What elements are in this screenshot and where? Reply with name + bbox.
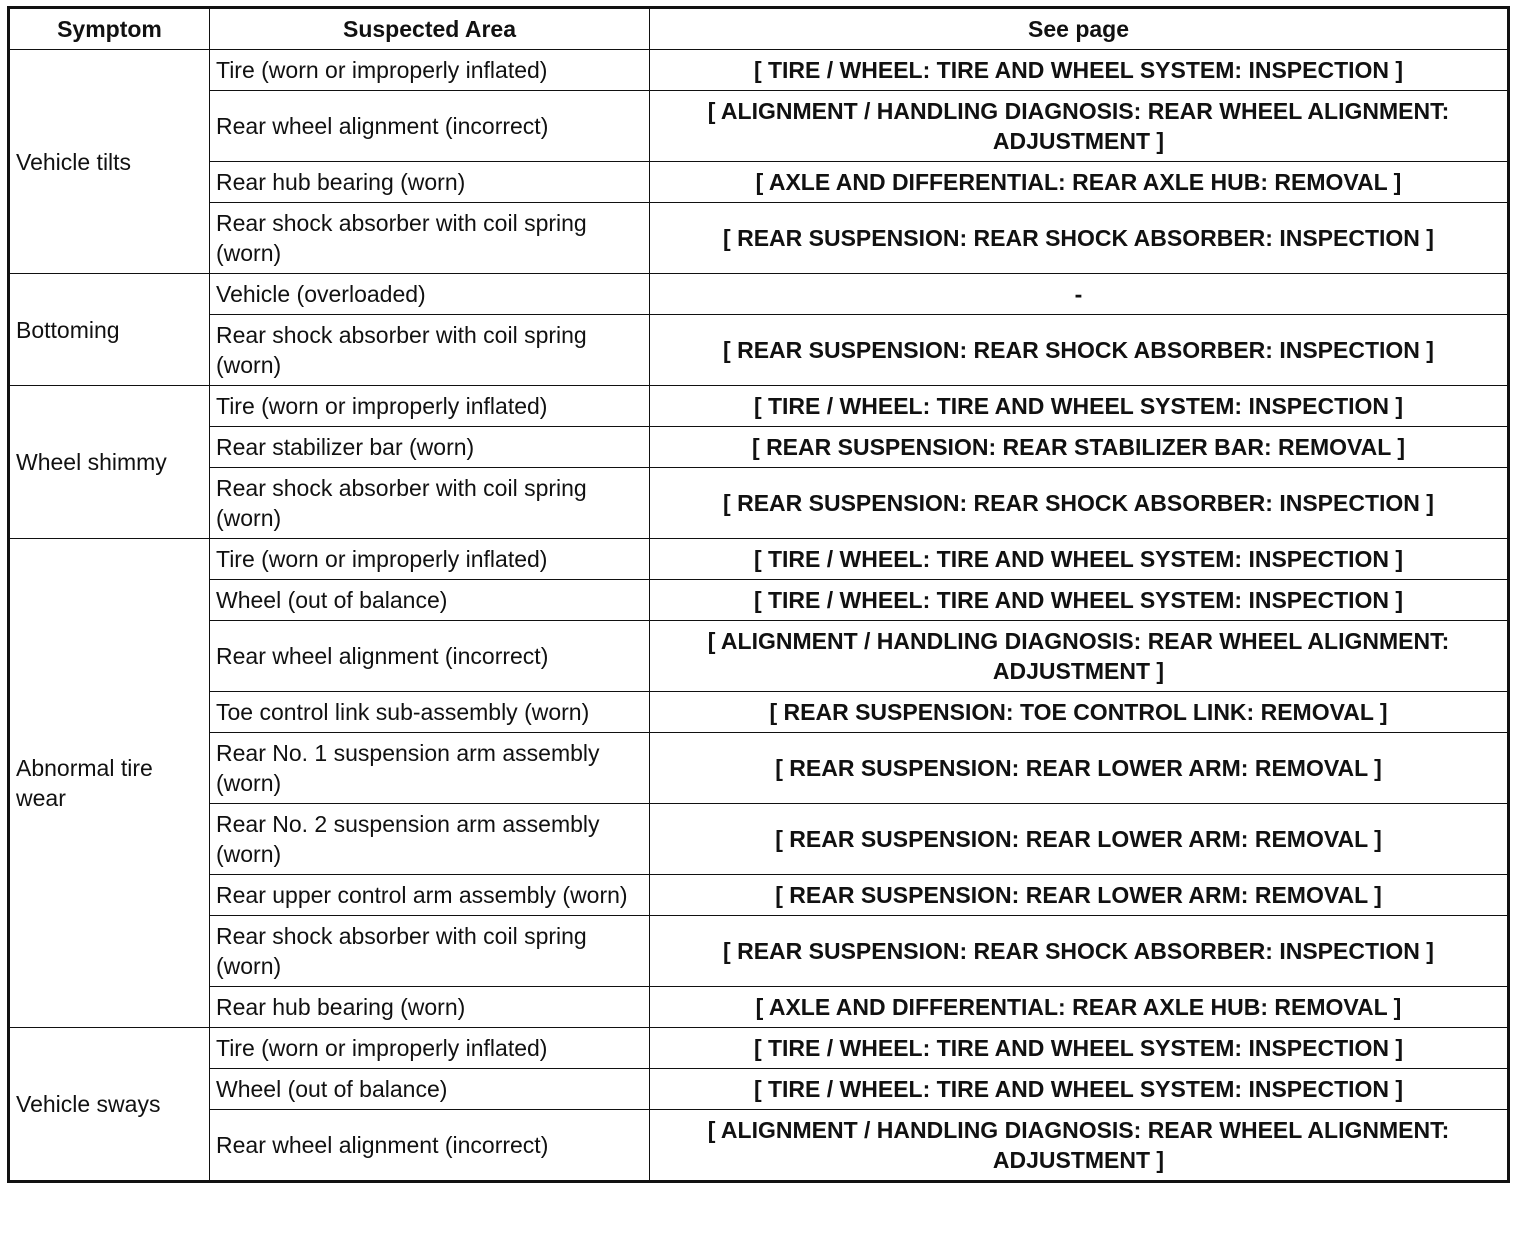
- table-row: [9, 875, 1509, 916]
- symptom-cell: Bottoming: [9, 274, 210, 386]
- table-row: [9, 916, 1509, 987]
- table-row: [9, 427, 1509, 468]
- table-row: [9, 539, 1509, 580]
- see-page-cell: [ TIRE / WHEEL: TIRE AND WHEEL SYSTEM: INSPECTION ]: [650, 50, 1509, 91]
- table-row: [9, 91, 1509, 162]
- see-page-cell: [ TIRE / WHEEL: TIRE AND WHEEL SYSTEM: INSPECTION ]: [650, 580, 1509, 621]
- table-row: [9, 274, 1509, 315]
- symptom-cell: Vehicle tilts: [9, 50, 210, 274]
- symptom-table: [7, 6, 1510, 1183]
- table-row: [9, 733, 1509, 804]
- see-page-cell: [ REAR SUSPENSION: REAR LOWER ARM: REMOVAL ]: [650, 804, 1509, 875]
- see-page-cell: [ TIRE / WHEEL: TIRE AND WHEEL SYSTEM: INSPECTION ]: [650, 1069, 1509, 1110]
- see-page-cell: [ REAR SUSPENSION: REAR SHOCK ABSORBER: INSPECTION ]: [650, 916, 1509, 987]
- suspected-area-cell: Toe control link sub-assembly (worn): [210, 692, 650, 733]
- suspected-area-cell: Rear wheel alignment (incorrect): [210, 1110, 650, 1182]
- suspected-area-cell: Rear No. 1 suspension arm assembly (worn): [210, 733, 650, 804]
- see-page-cell: [ AXLE AND DIFFERENTIAL: REAR AXLE HUB: REMOVAL ]: [650, 987, 1509, 1028]
- suspected-area-cell: Rear hub bearing (worn): [210, 162, 650, 203]
- table-row: [9, 468, 1509, 539]
- suspected-area-cell: Wheel (out of balance): [210, 580, 650, 621]
- suspected-area-cell: Tire (worn or improperly inflated): [210, 539, 650, 580]
- table-row: [9, 386, 1509, 427]
- symptom-cell: Wheel shimmy: [9, 386, 210, 539]
- suspected-area-cell: Rear stabilizer bar (worn): [210, 427, 650, 468]
- suspected-area-cell: Rear wheel alignment (incorrect): [210, 91, 650, 162]
- see-page-cell: [ AXLE AND DIFFERENTIAL: REAR AXLE HUB: REMOVAL ]: [650, 162, 1509, 203]
- header-symptom: Symptom: [9, 8, 210, 50]
- see-page-cell: [ REAR SUSPENSION: REAR SHOCK ABSORBER: INSPECTION ]: [650, 203, 1509, 274]
- table-row: [9, 580, 1509, 621]
- see-page-cell: [ REAR SUSPENSION: REAR LOWER ARM: REMOVAL ]: [650, 733, 1509, 804]
- suspected-area-cell: Rear hub bearing (worn): [210, 987, 650, 1028]
- suspected-area-cell: Rear shock absorber with coil spring (worn): [210, 468, 650, 539]
- table-row: [9, 1028, 1509, 1069]
- table-row: [9, 203, 1509, 274]
- suspected-area-cell: Rear shock absorber with coil spring (worn): [210, 203, 650, 274]
- table-row: [9, 804, 1509, 875]
- table-row: [9, 162, 1509, 203]
- suspected-area-cell: Rear wheel alignment (incorrect): [210, 621, 650, 692]
- see-page-cell: [ REAR SUSPENSION: REAR LOWER ARM: REMOVAL ]: [650, 875, 1509, 916]
- table-header: [9, 8, 1509, 50]
- suspected-area-cell: Rear shock absorber with coil spring (worn): [210, 315, 650, 386]
- see-page-cell: -: [650, 274, 1509, 315]
- table-row: [9, 692, 1509, 733]
- suspected-area-cell: Rear upper control arm assembly (worn): [210, 875, 650, 916]
- see-page-cell: [ REAR SUSPENSION: REAR SHOCK ABSORBER: INSPECTION ]: [650, 315, 1509, 386]
- suspected-area-cell: Tire (worn or improperly inflated): [210, 386, 650, 427]
- see-page-cell: [ REAR SUSPENSION: REAR SHOCK ABSORBER: INSPECTION ]: [650, 468, 1509, 539]
- header-see-page: See page: [650, 8, 1509, 50]
- table-body: [9, 50, 1509, 1182]
- see-page-cell: [ REAR SUSPENSION: REAR STABILIZER BAR: REMOVAL ]: [650, 427, 1509, 468]
- table-row: [9, 1110, 1509, 1182]
- header-row: [9, 8, 1509, 50]
- symptom-cell: Vehicle sways: [9, 1028, 210, 1182]
- table-row: [9, 621, 1509, 692]
- see-page-cell: [ ALIGNMENT / HANDLING DIAGNOSIS: REAR WHEEL ALIGNMENT: ADJUSTMENT ]: [650, 91, 1509, 162]
- suspected-area-cell: Wheel (out of balance): [210, 1069, 650, 1110]
- header-suspected-area: Suspected Area: [210, 8, 650, 50]
- see-page-cell: [ TIRE / WHEEL: TIRE AND WHEEL SYSTEM: INSPECTION ]: [650, 1028, 1509, 1069]
- see-page-cell: [ ALIGNMENT / HANDLING DIAGNOSIS: REAR WHEEL ALIGNMENT: ADJUSTMENT ]: [650, 621, 1509, 692]
- suspected-area-cell: Rear No. 2 suspension arm assembly (worn): [210, 804, 650, 875]
- suspected-area-cell: Vehicle (overloaded): [210, 274, 650, 315]
- see-page-cell: [ REAR SUSPENSION: TOE CONTROL LINK: REMOVAL ]: [650, 692, 1509, 733]
- table-row: [9, 987, 1509, 1028]
- suspected-area-cell: Tire (worn or improperly inflated): [210, 1028, 650, 1069]
- symptom-cell: Abnormal tire wear: [9, 539, 210, 1028]
- see-page-cell: [ TIRE / WHEEL: TIRE AND WHEEL SYSTEM: INSPECTION ]: [650, 386, 1509, 427]
- suspected-area-cell: Rear shock absorber with coil spring (worn): [210, 916, 650, 987]
- table-row: [9, 50, 1509, 91]
- see-page-cell: [ ALIGNMENT / HANDLING DIAGNOSIS: REAR WHEEL ALIGNMENT: ADJUSTMENT ]: [650, 1110, 1509, 1182]
- see-page-cell: [ TIRE / WHEEL: TIRE AND WHEEL SYSTEM: INSPECTION ]: [650, 539, 1509, 580]
- suspected-area-cell: Tire (worn or improperly inflated): [210, 50, 650, 91]
- table-row: [9, 1069, 1509, 1110]
- table-row: [9, 315, 1509, 386]
